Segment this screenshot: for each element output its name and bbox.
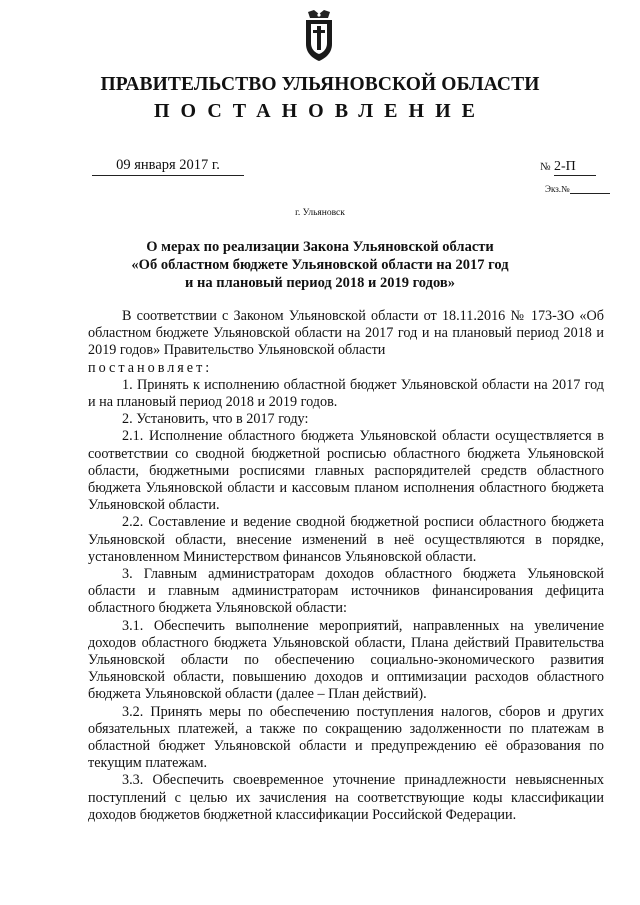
document-number <box>540 159 596 176</box>
title-line-2: «Об областном бюджете Ульяновской области на 2017 год <box>131 257 509 273</box>
copy-number <box>545 184 610 194</box>
paragraph-2-2: 2.2. Составление и ведение сводной бюджетной росписи областного бюджета Ульяновской области, внесение изменений в неё осуществляются в порядке, установленном Министерством финансов Ульяновской области. <box>88 514 604 565</box>
copy-label: Экз.№ <box>545 184 570 194</box>
paragraph-3-2: 3.2. Принять меры по обеспечению поступления налогов, сборов и других обязательных платежей, а также по сокращению задолженности по платежам в областной бюджет Ульяновской области и предупреждению её образования по текущим платежам. <box>88 703 604 772</box>
title-line-3: и на плановый период 2018 и 2019 годов» <box>185 275 455 291</box>
document-city: г. Ульяновск <box>295 208 345 218</box>
document-title <box>120 238 520 292</box>
copy-line <box>570 185 610 194</box>
decree-word: постановляет: <box>88 359 213 376</box>
paragraph-2: 2. Установить, что в 2017 году: <box>122 411 309 428</box>
paragraph-3-3: 3.3. Обеспечить своевременное уточнение принадлежности невыясненных поступлений с целью их зачисления на соответствующие коды классификации доходов бюджетов бюджетной классификации Российской Федерации. <box>88 772 604 823</box>
organization-name: ПРАВИТЕЛЬСТВО УЛЬЯНОВСКОЙ ОБЛАСТИ <box>100 74 540 95</box>
document-body <box>88 308 604 824</box>
title-line-1: О мерах по реализации Закона Ульяновской области <box>146 239 494 255</box>
paragraph-3-1: 3.1. Обеспечить выполнение мероприятий, направленных на увеличение доходов областного бюджета Ульяновской области, Плана действий Правительства Ульяновской области по обеспечению социально-экономического развития Ульяновской области, повышению доходов и оптимизации расходов областного бюджета Ульяновской области (далее – План действий). <box>88 617 604 703</box>
paragraph-intro: В соответствии с Законом Ульяновской области от 18.11.2016 № 173-ЗО «Об областном бюджете Ульяновской области на 2017 год и на плановый период 2018 и 2019 годов» Правительство Ульяновской области <box>88 308 604 359</box>
number-sign: № <box>540 161 551 173</box>
paragraph-1: 1. Принять к исполнению областной бюджет Ульяновской области на 2017 год и на плановый период 2018 и 2019 годов. <box>88 376 604 411</box>
paragraph-2-1: 2.1. Исполнение областного бюджета Ульяновской области осуществляется в соответствии со сводной бюджетной росписью областного бюджета Ульяновской области, бюджетными росписями главных распорядителей средств областного бюджета Ульяновской области и кассовым планом исполнения областного бюджета Ульяновской области. <box>88 428 604 514</box>
document-type: ПОСТАНОВЛЕНИЕ <box>154 100 486 122</box>
document-date: 09 января 2017 г. <box>92 157 244 176</box>
paragraph-3: 3. Главным администраторам доходов областного бюджета Ульяновской области и главным администраторам источников финансирования дефицита областного бюджета Ульяновской области: <box>88 566 604 617</box>
coat-of-arms-icon <box>302 8 336 62</box>
number-value: 2-П <box>554 159 596 176</box>
